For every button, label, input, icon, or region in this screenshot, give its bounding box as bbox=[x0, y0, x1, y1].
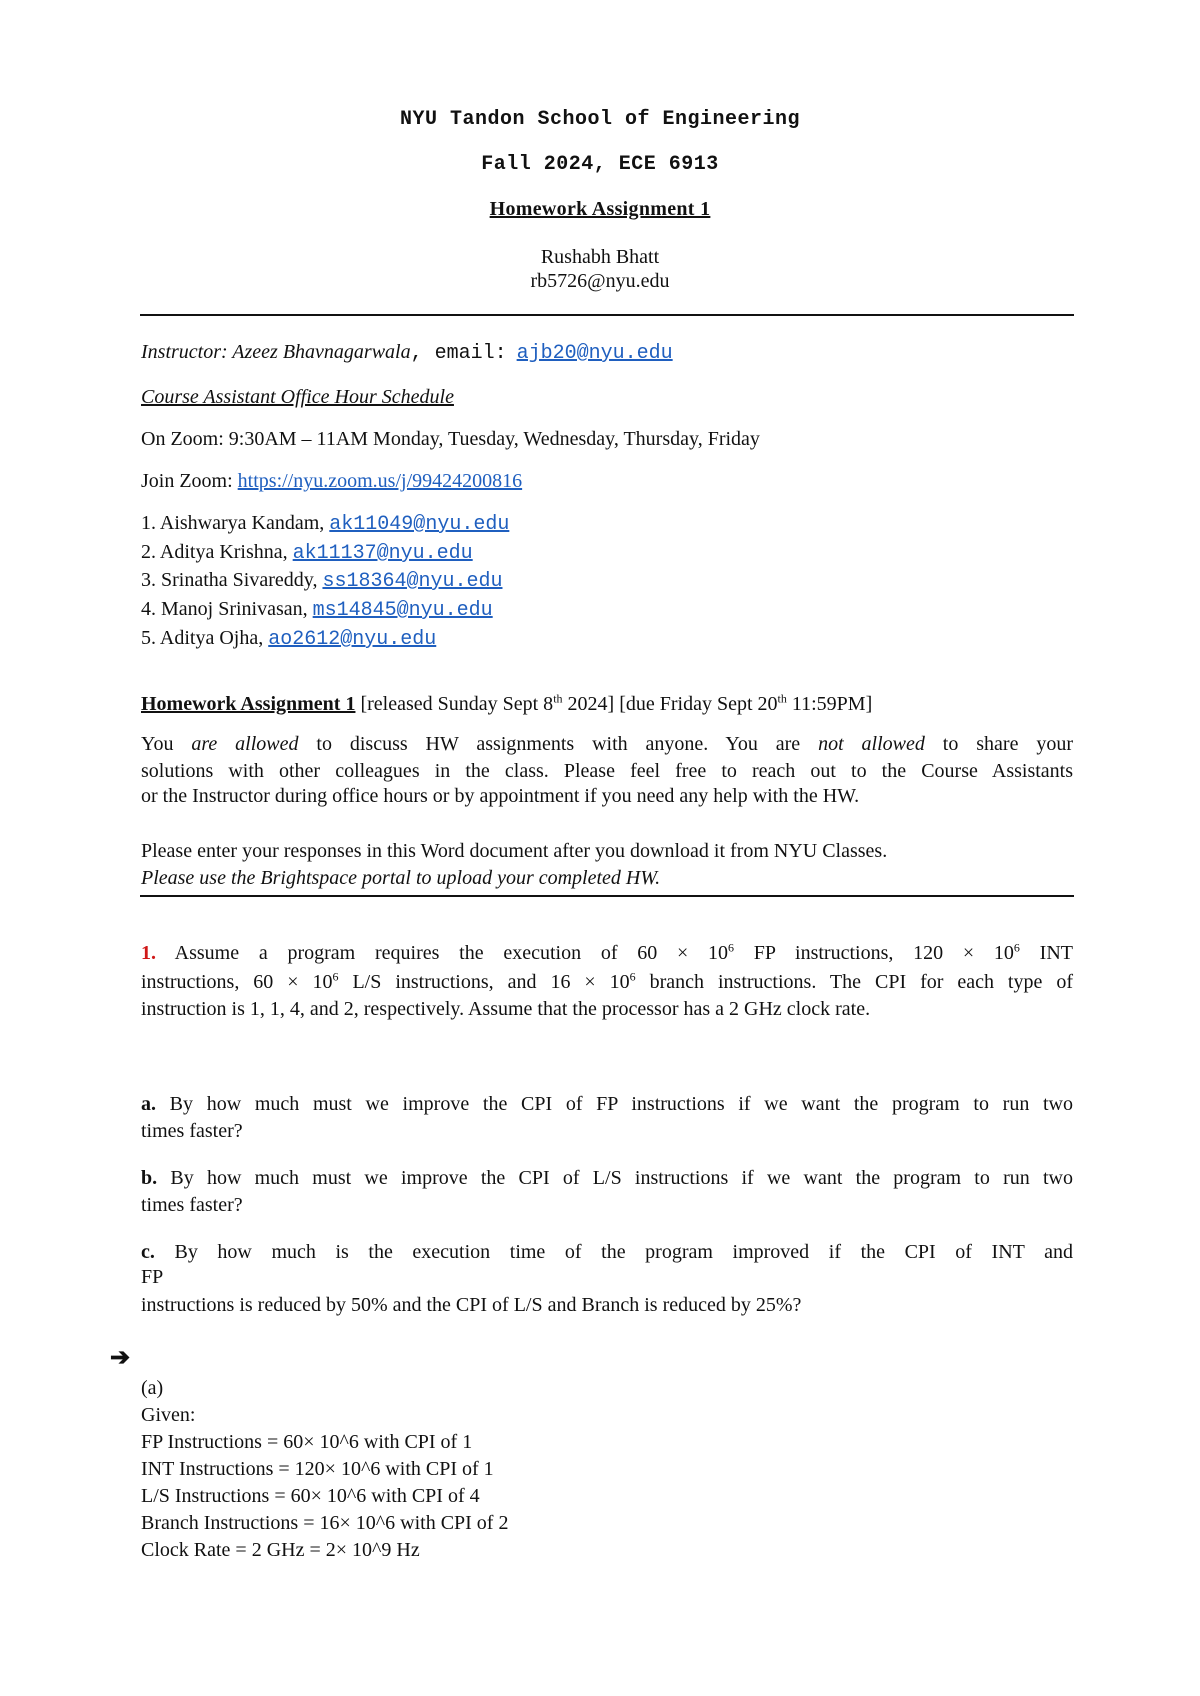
policy-line-1 bbox=[141, 731, 1073, 758]
exponent: 6 bbox=[629, 969, 636, 984]
answer-line: Given: bbox=[141, 1404, 196, 1426]
list-item bbox=[141, 541, 473, 565]
author-email: rb5726@nyu.edu bbox=[530, 270, 670, 292]
due-time: 11:59PM] bbox=[786, 693, 873, 715]
question-number: 1. bbox=[141, 942, 156, 964]
list-item bbox=[141, 627, 436, 651]
part-a-line-2: times faster? bbox=[141, 1120, 243, 1142]
release-text: [released Sunday Sept 8 bbox=[355, 693, 554, 715]
question-text: L/S instructions, and 16 × 10 bbox=[338, 971, 630, 993]
policy-text: to share your bbox=[924, 733, 1074, 755]
instructor-line bbox=[141, 341, 673, 365]
answer-line: Clock Rate = 2 GHz = 2× 10^9 Hz bbox=[141, 1539, 420, 1561]
assignment-heading: Homework Assignment 1 bbox=[141, 693, 356, 715]
part-text: By how much is the execution time of the program improved if the CPI of INT and bbox=[154, 1241, 1073, 1263]
exponent: 6 bbox=[1013, 940, 1020, 955]
answer-line: FP Instructions = 60× 10^6 with CPI of 1 bbox=[141, 1431, 473, 1453]
due-sup: th bbox=[777, 691, 787, 706]
question-1-line-1 bbox=[141, 940, 1073, 967]
header-divider bbox=[140, 314, 1074, 316]
part-b-line-2: times faster? bbox=[141, 1194, 243, 1216]
question-text: FP instructions, 120 × 10 bbox=[734, 942, 1014, 964]
question-1-line-2 bbox=[141, 969, 1073, 996]
answer-line: (a) bbox=[141, 1377, 164, 1399]
zoom-line bbox=[141, 470, 522, 493]
question-text: branch instructions. The CPI for each type of bbox=[635, 971, 1073, 993]
instructor-name: Instructor: Azeez Bhavnagarwala bbox=[141, 341, 411, 363]
part-a-line-1 bbox=[141, 1091, 1073, 1118]
section-divider bbox=[140, 895, 1074, 897]
office-hours-schedule: On Zoom: 9:30AM – 11AM Monday, Tuesday, Wednesday, Thursday, Friday bbox=[141, 428, 760, 450]
release-sup: th bbox=[553, 691, 563, 706]
exponent: 6 bbox=[728, 940, 735, 955]
part-text: By how much must we improve the CPI of L/S instructions if we want the program to run two bbox=[157, 1167, 1073, 1189]
release-line bbox=[141, 693, 872, 716]
exponent: 6 bbox=[332, 969, 339, 984]
assistant-name: 4. Manoj Srinivasan, bbox=[141, 598, 313, 620]
assistant-name: 3. Srinatha Sivareddy, bbox=[141, 569, 323, 591]
instructor-email-link[interactable]: ajb20@nyu.edu bbox=[516, 342, 673, 365]
instructions-line-2: Please use the Brightspace portal to upload your completed HW. bbox=[141, 867, 661, 889]
list-item bbox=[141, 512, 509, 536]
office-hours-heading: Course Assistant Office Hour Schedule bbox=[141, 386, 454, 408]
list-item bbox=[141, 598, 493, 622]
course-term: Fall 2024, ECE 6913 bbox=[481, 153, 719, 176]
school-title: NYU Tandon School of Engineering bbox=[399, 108, 801, 131]
part-c-line-2: FP bbox=[141, 1266, 164, 1288]
policy-text: to discuss HW assignments with anyone. You are bbox=[298, 733, 819, 755]
answer-line: L/S Instructions = 60× 10^6 with CPI of 4 bbox=[141, 1485, 480, 1507]
policy-text: You bbox=[141, 733, 192, 755]
part-label: a. bbox=[141, 1093, 156, 1115]
assistant-email-link[interactable]: ss18364@nyu.edu bbox=[322, 570, 503, 593]
part-c-line-1 bbox=[141, 1239, 1073, 1266]
policy-line-2: solutions with other colleagues in the class. Please feel free to reach out to the Course Assistants bbox=[141, 760, 1073, 782]
question-text: Assume a program requires the execution of 60 × 10 bbox=[156, 942, 729, 964]
assignment-title: Homework Assignment 1 bbox=[489, 198, 711, 220]
part-c-line-3: instructions is reduced by 50% and the CPI of L/S and Branch is reduced by 25%? bbox=[141, 1294, 802, 1316]
assistant-email-link[interactable]: ao2612@nyu.edu bbox=[268, 628, 437, 651]
zoom-label: Join Zoom: bbox=[141, 470, 238, 492]
question-1-line-3: instruction is 1, 1, 4, and 2, respectively. Assume that the processor has a 2 GHz clock rate. bbox=[141, 998, 871, 1020]
assistant-name: 5. Aditya Ojha, bbox=[141, 627, 269, 649]
policy-line-3: or the Instructor during office hours or by appointment if you need any help with the HW. bbox=[141, 785, 860, 807]
answer-line: INT Instructions = 120× 10^6 with CPI of 1 bbox=[141, 1458, 494, 1480]
instructor-email-label: , email: bbox=[410, 342, 507, 365]
answer-line: Branch Instructions = 16× 10^6 with CPI of 2 bbox=[141, 1512, 509, 1534]
assistant-name: 2. Aditya Krishna, bbox=[141, 541, 293, 563]
zoom-link[interactable]: https://nyu.zoom.us/j/99424200816 bbox=[237, 470, 523, 492]
part-label: c. bbox=[141, 1241, 155, 1263]
arrow-icon: ➔ bbox=[110, 1345, 131, 1371]
part-b-line-1 bbox=[141, 1165, 1073, 1192]
instructions-line-1: Please enter your responses in this Word document after you download it from NYU Classes. bbox=[141, 840, 888, 862]
policy-not-allowed: not allowed bbox=[818, 733, 925, 755]
policy-allowed: are allowed bbox=[191, 733, 299, 755]
author-name: Rushabh Bhatt bbox=[540, 246, 660, 268]
question-text: instructions, 60 × 10 bbox=[141, 971, 333, 993]
list-item bbox=[141, 569, 502, 593]
due-text: 2024] [due Friday Sept 20 bbox=[562, 693, 778, 715]
assistant-email-link[interactable]: ak11137@nyu.edu bbox=[292, 542, 473, 565]
question-text: INT bbox=[1019, 942, 1073, 964]
part-label: b. bbox=[141, 1167, 158, 1189]
part-text: By how much must we improve the CPI of FP instructions if we want the program to run two bbox=[156, 1093, 1073, 1115]
assistant-email-link[interactable]: ak11049@nyu.edu bbox=[329, 513, 510, 536]
assistant-name: 1. Aishwarya Kandam, bbox=[141, 512, 330, 534]
assistant-email-link[interactable]: ms14845@nyu.edu bbox=[312, 599, 493, 622]
